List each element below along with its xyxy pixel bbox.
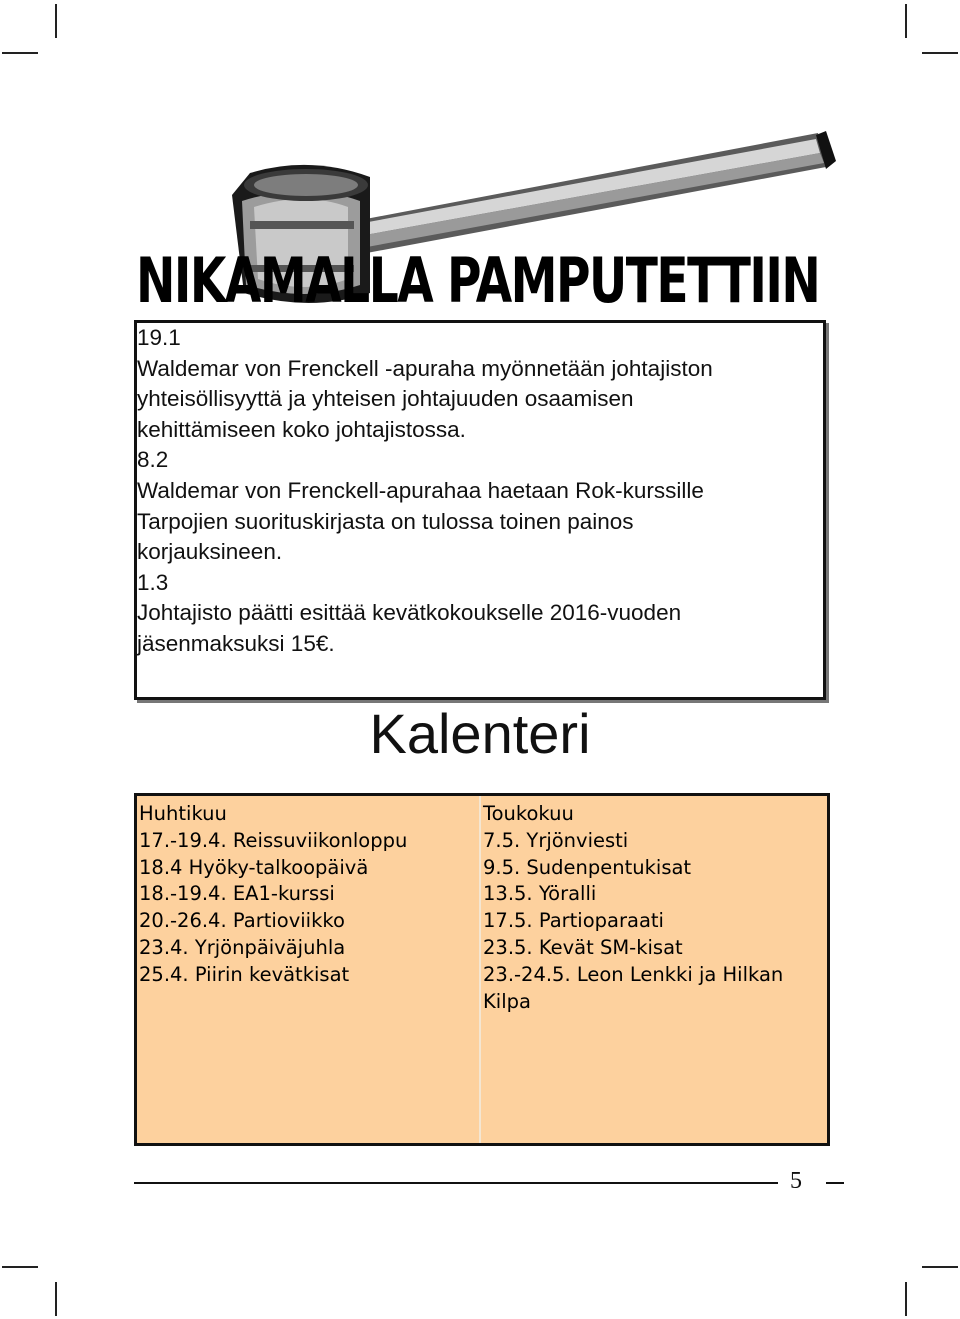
minutes-line: yhteisöllisyyttä ja yhteisen johtajuuden osaamisen [137, 386, 634, 412]
crop-mark [2, 52, 38, 54]
calendar-title: Kalenteri [369, 702, 591, 765]
calendar-event: 23.-24.5. Leon Lenkki ja Hilkan [483, 962, 784, 986]
crop-mark [905, 4, 907, 38]
calendar-column-april [139, 801, 475, 989]
calendar-event: 20.-26.4. Partioviikko [139, 909, 345, 933]
minutes-line: 19.1 [137, 325, 181, 350]
crop-mark [922, 1266, 958, 1268]
footer-rule-left [134, 1182, 778, 1184]
minutes-line: 8.2 [137, 447, 169, 473]
calendar-divider [479, 796, 481, 1143]
minutes-line: 1.3 [137, 569, 169, 595]
minutes-line: jäsenmaksuksi 15€. [137, 630, 335, 656]
banner-title: NIKAMALLA PAMPUTETTIIN [136, 244, 820, 317]
calendar-event: Kilpa [483, 989, 531, 1013]
minutes-line: Tarpojien suorituskirjasta on tulossa toinen painos [137, 508, 634, 534]
calendar-event: 17.-19.4. Reissuviikonloppu [139, 828, 408, 852]
calendar-event: 18.-19.4. EA1-kurssi [139, 882, 335, 906]
month-heading: Toukokuu [483, 802, 574, 825]
footer-rule-right [826, 1182, 844, 1184]
minutes-line: Waldemar von Frenckell-apurahaa haetaan Rok-kurssille [137, 477, 704, 503]
calendar-box [134, 793, 830, 1146]
page-number: 5 [790, 1168, 802, 1194]
calendar-event: 23.4. Yrjönpäiväjuhla [139, 935, 346, 959]
minutes-box [134, 320, 826, 700]
calendar-event: 9.5. Sudenpentukisat [483, 855, 692, 879]
crop-mark [922, 52, 958, 54]
crop-mark [2, 1266, 38, 1268]
calendar-event: 17.5. Partioparaati [483, 909, 664, 933]
crop-mark [55, 1282, 57, 1316]
month-heading: Huhtikuu [139, 802, 227, 825]
minutes-line: kehittämiseen koko johtajistossa. [137, 416, 466, 442]
calendar-event: 18.4 Hyöky-talkoopäivä [139, 855, 369, 879]
minutes-line: Waldemar von Frenckell -apuraha myönnetään johtajiston [137, 355, 713, 381]
calendar-event: 23.5. Kevät SM-kisat [483, 935, 683, 959]
minutes-line: Johtajisto päätti esittää kevätkokoukselle 2016-vuoden [137, 600, 682, 626]
calendar-column-may [483, 801, 819, 1015]
crop-mark [905, 1282, 907, 1316]
crop-mark [55, 4, 57, 38]
minutes-line: korjauksineen. [137, 539, 283, 565]
calendar-event: 25.4. Piirin kevätkisat [139, 962, 350, 986]
calendar-event: 7.5. Yrjönviesti [483, 828, 629, 852]
calendar-event: 13.5. Yöralli [483, 882, 597, 906]
